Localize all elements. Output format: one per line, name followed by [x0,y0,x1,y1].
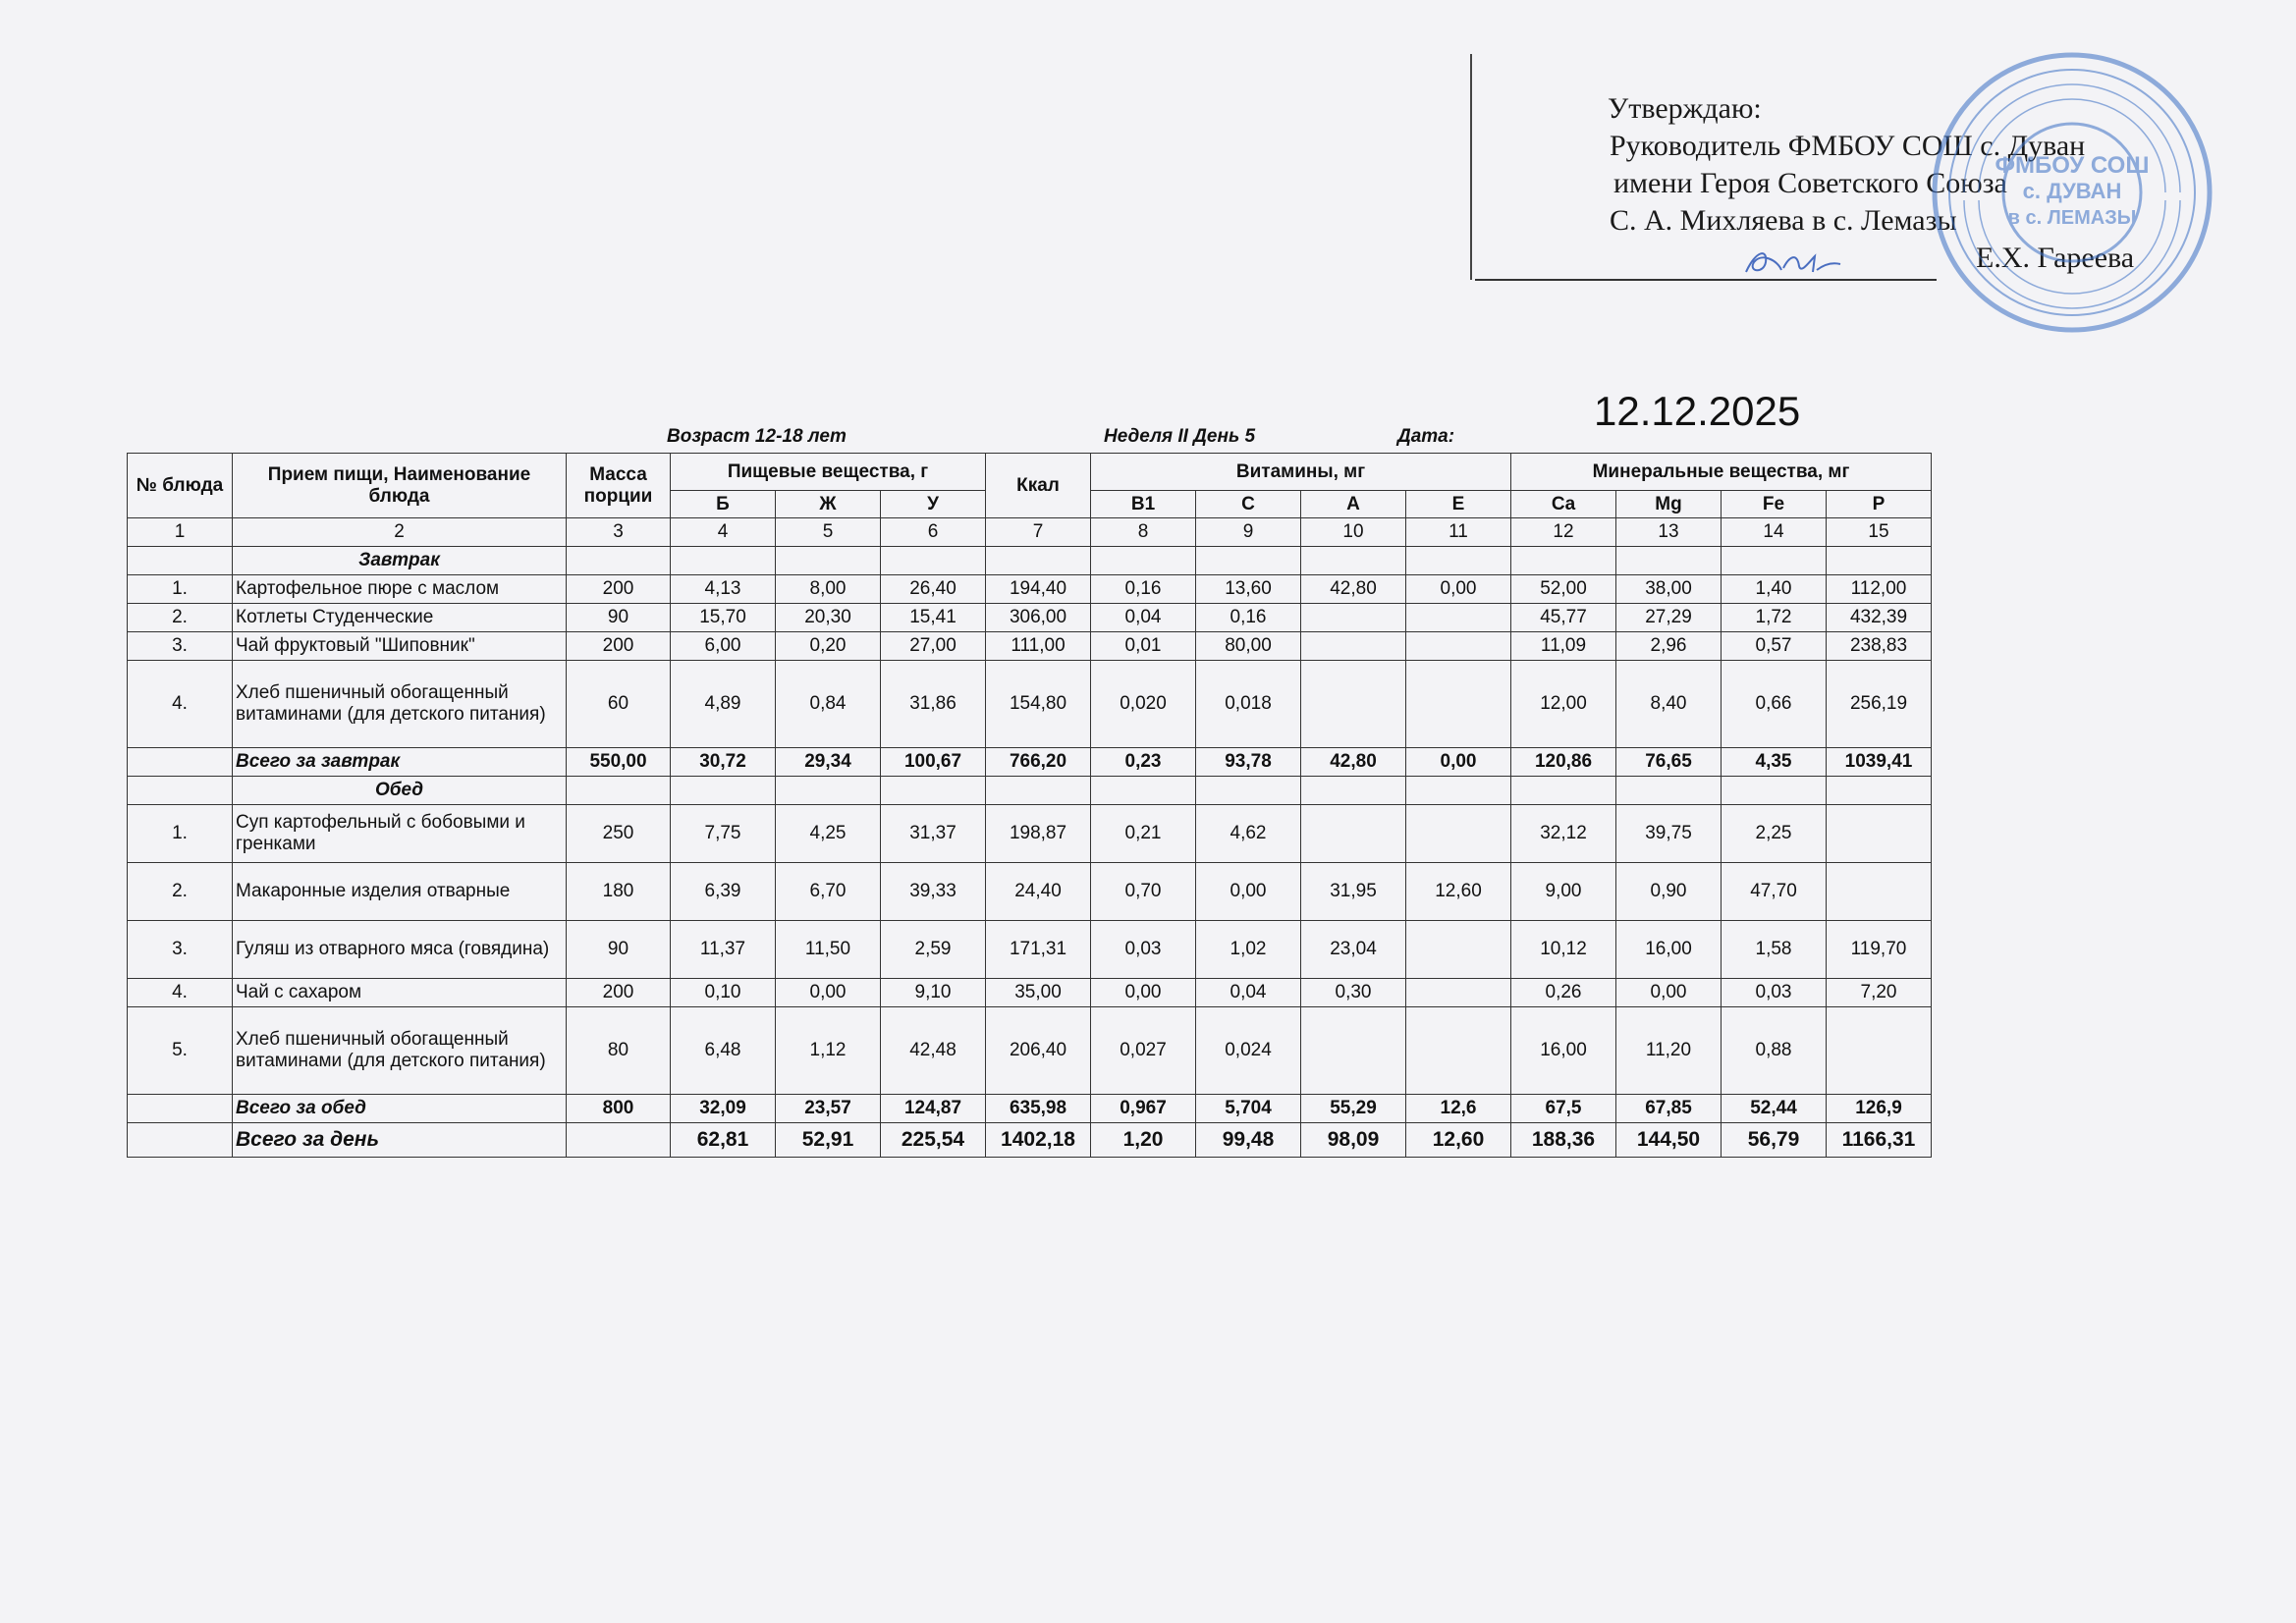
value-cell: 30,72 [671,748,776,777]
document-date: 12.12.2025 [1594,388,1801,434]
value-cell: 60 [567,661,671,748]
approval-position: Руководитель ФМБОУ СОШ с. Дуван [1610,130,2086,162]
value-cell: 1,02 [1196,921,1301,979]
value-cell: 12,60 [1406,863,1511,921]
value-cell: 200 [567,632,671,661]
value-cell [1406,632,1511,661]
value-cell: 98,09 [1301,1123,1406,1158]
empty-cell [776,547,881,575]
column-index-cell: 13 [1616,518,1722,547]
value-cell: 67,85 [1616,1095,1722,1123]
value-cell: 27,00 [881,632,986,661]
dish-number-cell [128,748,233,777]
column-index-cell: 5 [776,518,881,547]
section-title-breakfast: Завтрак [233,547,567,575]
value-cell: 0,10 [671,979,776,1007]
dish-number-cell: 1. [128,575,233,604]
dish-number-cell: 2. [128,863,233,921]
value-cell: 23,57 [776,1095,881,1123]
empty-cell [1511,777,1616,805]
table-row [128,1007,1932,1095]
value-cell: 100,67 [881,748,986,777]
empty-cell [1406,547,1511,575]
value-cell: 1,58 [1722,921,1827,979]
header-minerals: Минеральные вещества, мг [1511,454,1932,491]
value-cell: 0,00 [1616,979,1722,1007]
value-cell: 12,00 [1511,661,1616,748]
value-cell: 42,80 [1301,748,1406,777]
value-cell: 0,57 [1722,632,1827,661]
table-row [128,661,1932,748]
column-index-row [128,518,1932,547]
value-cell: 93,78 [1196,748,1301,777]
value-cell: 1,20 [1091,1123,1196,1158]
value-cell: 194,40 [986,575,1091,604]
value-cell: 154,80 [986,661,1091,748]
age-group-label: Возраст 12-18 лет [667,426,847,447]
value-cell: 766,20 [986,748,1091,777]
approval-school-name: имени Героя Советского Союза [1613,167,2007,199]
empty-cell [128,777,233,805]
value-cell: 1,12 [776,1007,881,1095]
value-cell: 42,80 [1301,575,1406,604]
table-row [128,921,1932,979]
value-cell: 0,03 [1091,921,1196,979]
dish-name-cell: Всего за обед [233,1095,567,1123]
value-cell: 112,00 [1827,575,1932,604]
value-cell: 200 [567,575,671,604]
dish-number-cell: 1. [128,805,233,863]
dish-number-cell: 2. [128,604,233,632]
dish-name-cell: Хлеб пшеничный обогащенный витаминами (для детского питания) [233,1007,567,1095]
header-dish-name: Прием пищи, Наименование блюда [233,454,567,518]
value-cell: 8,40 [1616,661,1722,748]
header-nutrients: Пищевые вещества, г [671,454,986,491]
dish-name-cell: Картофельное пюре с маслом [233,575,567,604]
column-index-cell: 1 [128,518,233,547]
value-cell: 10,12 [1511,921,1616,979]
empty-cell [1091,777,1196,805]
subheader-cell: B1 [1091,491,1196,518]
svg-text:с. ДУВАН: с. ДУВАН [2022,179,2122,203]
dish-number-cell: 3. [128,632,233,661]
value-cell: 62,81 [671,1123,776,1158]
value-cell: 39,75 [1616,805,1722,863]
value-cell: 0,23 [1091,748,1196,777]
value-cell: 4,89 [671,661,776,748]
value-cell [1301,805,1406,863]
empty-cell [1301,547,1406,575]
subheader-cell: C [1196,491,1301,518]
value-cell: 0,66 [1722,661,1827,748]
value-cell: 12,60 [1406,1123,1511,1158]
value-cell: 124,87 [881,1095,986,1123]
table-row [128,604,1932,632]
value-cell: 4,25 [776,805,881,863]
value-cell: 0,30 [1301,979,1406,1007]
value-cell: 42,48 [881,1007,986,1095]
value-cell: 800 [567,1095,671,1123]
value-cell: 1166,31 [1827,1123,1932,1158]
value-cell: 6,00 [671,632,776,661]
value-cell: 126,9 [1827,1095,1932,1123]
subheader-cell: Ca [1511,491,1616,518]
dish-name-cell: Всего за день [233,1123,567,1158]
dish-number-cell: 4. [128,979,233,1007]
value-cell: 38,00 [1616,575,1722,604]
value-cell: 52,44 [1722,1095,1827,1123]
empty-cell [881,777,986,805]
value-cell: 99,48 [1196,1123,1301,1158]
dish-name-cell: Котлеты Студенческие [233,604,567,632]
value-cell: 31,86 [881,661,986,748]
empty-cell [1722,547,1827,575]
column-index-cell: 8 [1091,518,1196,547]
empty-cell [1827,777,1932,805]
empty-cell [671,547,776,575]
day-total-row [128,1123,1932,1158]
value-cell: 32,12 [1511,805,1616,863]
value-cell: 31,95 [1301,863,1406,921]
dish-number-cell: 3. [128,921,233,979]
value-cell: 0,020 [1091,661,1196,748]
value-cell: 16,00 [1511,1007,1616,1095]
value-cell: 11,09 [1511,632,1616,661]
dish-number-cell [128,1095,233,1123]
value-cell: 0,00 [1196,863,1301,921]
empty-cell [1722,777,1827,805]
column-index-cell: 9 [1196,518,1301,547]
value-cell: 5,704 [1196,1095,1301,1123]
value-cell: 90 [567,921,671,979]
empty-cell [1196,777,1301,805]
value-cell: 35,00 [986,979,1091,1007]
header-kcal: Ккал [986,454,1091,518]
value-cell: 4,13 [671,575,776,604]
total-row [128,1095,1932,1123]
approval-frame-line [1470,54,1472,280]
value-cell: 16,00 [1616,921,1722,979]
value-cell: 7,75 [671,805,776,863]
value-cell: 200 [567,979,671,1007]
value-cell: 120,86 [1511,748,1616,777]
subheader-cell: Fe [1722,491,1827,518]
value-cell: 0,16 [1091,575,1196,604]
dish-number-cell: 5. [128,1007,233,1095]
value-cell: 0,03 [1722,979,1827,1007]
value-cell [1301,604,1406,632]
value-cell: 0,04 [1196,979,1301,1007]
empty-cell [1406,777,1511,805]
value-cell: 0,018 [1196,661,1301,748]
value-cell: 250 [567,805,671,863]
value-cell: 1039,41 [1827,748,1932,777]
header-portion-mass: Масса порции [567,454,671,518]
column-index-cell: 2 [233,518,567,547]
empty-cell [567,547,671,575]
approval-school-location: С. А. Михляева в с. Лемазы [1610,204,1957,237]
total-row [128,748,1932,777]
value-cell: 0,16 [1196,604,1301,632]
value-cell: 0,00 [1406,575,1511,604]
value-cell: 2,25 [1722,805,1827,863]
value-cell: 198,87 [986,805,1091,863]
value-cell: 0,04 [1091,604,1196,632]
value-cell: 0,20 [776,632,881,661]
empty-cell [1511,547,1616,575]
subheader-cell: P [1827,491,1932,518]
header-vitamins: Витамины, мг [1091,454,1511,491]
section-row-lunch [128,777,1932,805]
approval-heading: Утверждаю: [1608,92,1762,125]
value-cell: 0,00 [1406,748,1511,777]
empty-cell [1196,547,1301,575]
subheader-cell: Mg [1616,491,1722,518]
value-cell: 6,39 [671,863,776,921]
value-cell: 4,35 [1722,748,1827,777]
value-cell: 26,40 [881,575,986,604]
table-row [128,979,1932,1007]
value-cell: 9,00 [1511,863,1616,921]
value-cell: 52,00 [1511,575,1616,604]
dish-name-cell: Чай с сахаром [233,979,567,1007]
value-cell: 180 [567,863,671,921]
empty-cell [1301,777,1406,805]
value-cell: 11,37 [671,921,776,979]
value-cell [1827,805,1932,863]
handwritten-signature [1738,243,1846,282]
value-cell [1406,979,1511,1007]
value-cell: 0,024 [1196,1007,1301,1095]
table-row [128,632,1932,661]
value-cell: 0,88 [1722,1007,1827,1095]
value-cell [1827,863,1932,921]
value-cell: 24,40 [986,863,1091,921]
value-cell: 45,77 [1511,604,1616,632]
dish-name-cell: Макаронные изделия отварные [233,863,567,921]
value-cell [1406,1007,1511,1095]
column-index-cell: 15 [1827,518,1932,547]
value-cell: 256,19 [1827,661,1932,748]
dish-number-cell [128,1123,233,1158]
value-cell [1301,661,1406,748]
column-index-cell: 14 [1722,518,1827,547]
column-index-cell: 10 [1301,518,1406,547]
date-label: Дата: [1397,426,1455,447]
value-cell: 432,39 [1827,604,1932,632]
value-cell: 2,96 [1616,632,1722,661]
empty-cell [986,777,1091,805]
value-cell: 635,98 [986,1095,1091,1123]
value-cell: 225,54 [881,1123,986,1158]
value-cell [1301,1007,1406,1095]
value-cell: 0,84 [776,661,881,748]
value-cell: 11,20 [1616,1007,1722,1095]
column-index-cell: 3 [567,518,671,547]
value-cell: 47,70 [1722,863,1827,921]
value-cell: 1402,18 [986,1123,1091,1158]
value-cell: 56,79 [1722,1123,1827,1158]
value-cell: 0,26 [1511,979,1616,1007]
value-cell: 0,00 [1091,979,1196,1007]
value-cell: 188,36 [1511,1123,1616,1158]
value-cell: 15,70 [671,604,776,632]
empty-cell [567,777,671,805]
table-row [128,805,1932,863]
menu-nutrition-table [127,453,1932,1158]
value-cell: 12,6 [1406,1095,1511,1123]
value-cell [1301,632,1406,661]
value-cell: 80 [567,1007,671,1095]
value-cell: 0,027 [1091,1007,1196,1095]
dish-name-cell: Суп картофельный с бобовыми и гренками [233,805,567,863]
value-cell: 119,70 [1827,921,1932,979]
value-cell: 90 [567,604,671,632]
value-cell: 111,00 [986,632,1091,661]
value-cell: 1,40 [1722,575,1827,604]
value-cell: 8,00 [776,575,881,604]
value-cell: 55,29 [1301,1095,1406,1123]
value-cell: 23,04 [1301,921,1406,979]
value-cell [1827,1007,1932,1095]
value-cell: 2,59 [881,921,986,979]
value-cell [1406,604,1511,632]
dish-name-cell: Хлеб пшеничный обогащенный витаминами (для детского питания) [233,661,567,748]
subheader-cell: У [881,491,986,518]
column-index-cell: 7 [986,518,1091,547]
column-index-cell: 12 [1511,518,1616,547]
value-cell: 11,50 [776,921,881,979]
empty-cell [881,547,986,575]
empty-cell [1091,547,1196,575]
value-cell [567,1123,671,1158]
value-cell: 0,01 [1091,632,1196,661]
dish-name-cell: Гуляш из отварного мяса (говядина) [233,921,567,979]
svg-text:в с. ЛЕМАЗЫ: в с. ЛЕМАЗЫ [2007,207,2137,229]
column-index-cell: 4 [671,518,776,547]
dish-name-cell: Всего за завтрак [233,748,567,777]
value-cell: 0,90 [1616,863,1722,921]
empty-cell [776,777,881,805]
value-cell: 6,70 [776,863,881,921]
empty-cell [1827,547,1932,575]
value-cell: 32,09 [671,1095,776,1123]
value-cell: 39,33 [881,863,986,921]
value-cell: 0,70 [1091,863,1196,921]
value-cell: 76,65 [1616,748,1722,777]
table-row [128,575,1932,604]
value-cell: 238,83 [1827,632,1932,661]
dish-number-cell: 4. [128,661,233,748]
value-cell: 306,00 [986,604,1091,632]
subheader-cell: Ж [776,491,881,518]
value-cell: 0,21 [1091,805,1196,863]
value-cell: 31,37 [881,805,986,863]
empty-cell [986,547,1091,575]
empty-cell [671,777,776,805]
subheader-cell: Б [671,491,776,518]
value-cell: 7,20 [1827,979,1932,1007]
value-cell: 0,00 [776,979,881,1007]
header-dish-number: № блюда [128,454,233,518]
table-row [128,863,1932,921]
subheader-cell: A [1301,491,1406,518]
section-title-lunch: Обед [233,777,567,805]
table-header-row [128,454,1932,491]
signature-line [1475,279,1937,281]
value-cell: 13,60 [1196,575,1301,604]
value-cell [1406,921,1511,979]
value-cell: 9,10 [881,979,986,1007]
value-cell: 15,41 [881,604,986,632]
value-cell [1406,661,1511,748]
value-cell: 80,00 [1196,632,1301,661]
value-cell: 52,91 [776,1123,881,1158]
value-cell: 1,72 [1722,604,1827,632]
value-cell: 206,40 [986,1007,1091,1095]
value-cell: 29,34 [776,748,881,777]
official-seal [1925,45,2219,340]
section-row-breakfast [128,547,1932,575]
column-index-cell: 6 [881,518,986,547]
value-cell: 0,967 [1091,1095,1196,1123]
empty-cell [1616,777,1722,805]
value-cell: 6,48 [671,1007,776,1095]
value-cell: 4,62 [1196,805,1301,863]
dish-name-cell: Чай фруктовый "Шиповник" [233,632,567,661]
svg-text:ФМБОУ СОШ: ФМБОУ СОШ [1995,152,2150,179]
value-cell [1406,805,1511,863]
value-cell: 144,50 [1616,1123,1722,1158]
value-cell: 171,31 [986,921,1091,979]
empty-cell [128,547,233,575]
subheader-cell: E [1406,491,1511,518]
value-cell: 67,5 [1511,1095,1616,1123]
column-index-cell: 11 [1406,518,1511,547]
value-cell: 20,30 [776,604,881,632]
value-cell: 27,29 [1616,604,1722,632]
approval-signer-name: Е.Х. Гареева [1976,242,2135,274]
empty-cell [1616,547,1722,575]
week-day-label: Неделя II День 5 [1104,426,1256,447]
value-cell: 550,00 [567,748,671,777]
